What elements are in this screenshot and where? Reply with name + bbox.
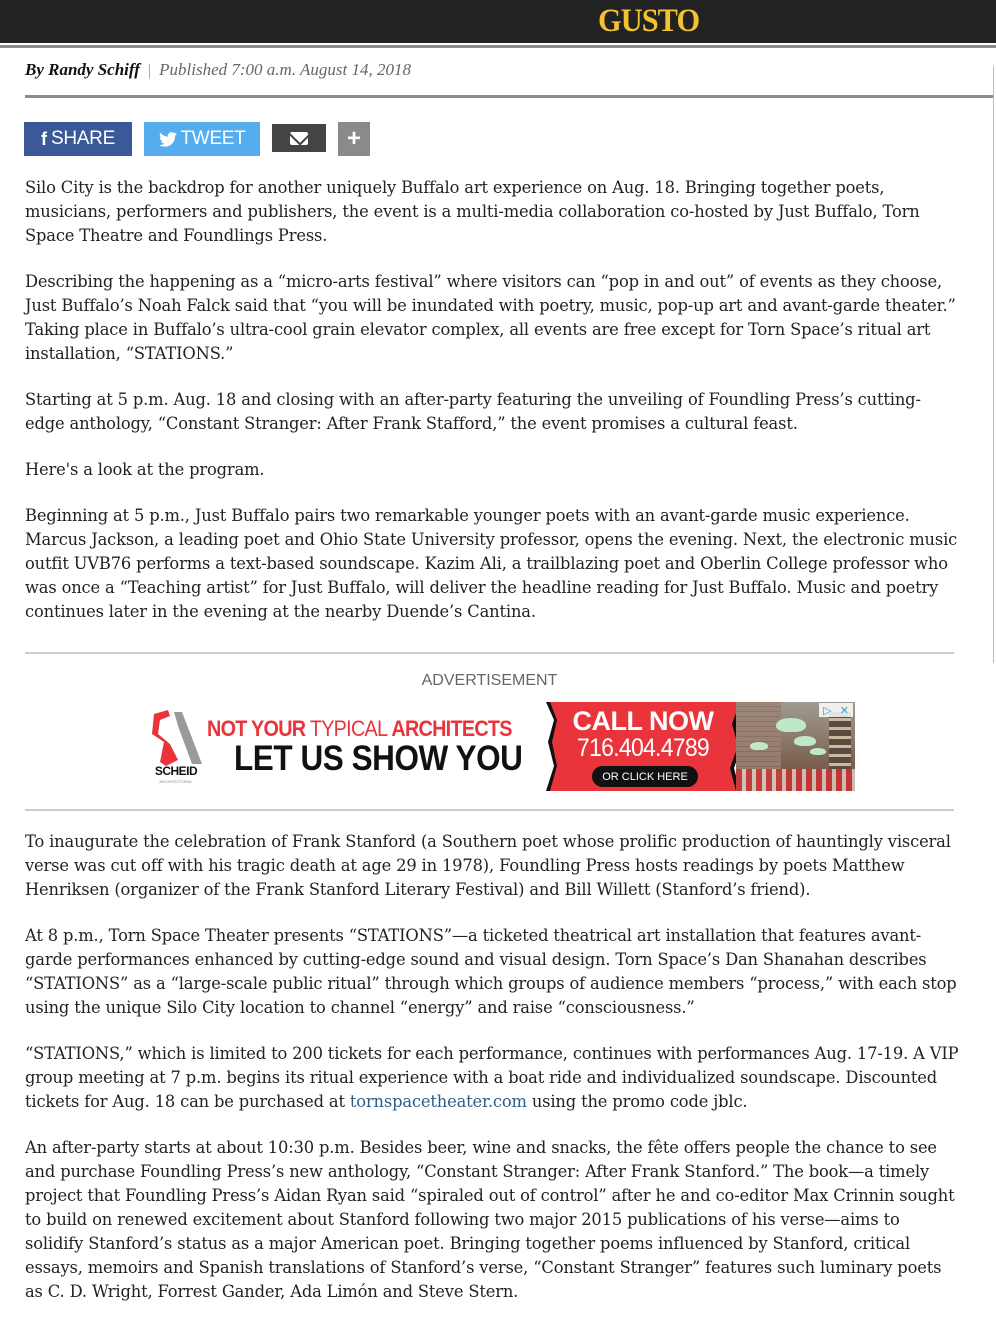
twitter-tweet-button[interactable] [144, 122, 260, 156]
facebook-icon: f [41, 128, 48, 149]
ad-headline-part: ARCHITECTS [391, 716, 512, 741]
twitter-bird-icon [159, 132, 177, 147]
article-paragraph: Silo City is the backdrop for another uniquely Buffalo art experience on Aug. 18. Bringing together poets, musicians, performers and publishers, the event is a multi-media collaboration co-hosted by Just Buffalo, Torn Space Theatre and Foundlings Press. [25, 178, 920, 245]
advertisement-label: ADVERTISEMENT [421, 672, 558, 689]
ad-headline-part: NOT YOUR [207, 716, 306, 741]
article-paragraph: Starting at 5 p.m. Aug. 18 and closing with an after-party featuring the unveiling of Foundling Press’s cutting-edge anthology, “Constant Stranger: After Frank Stafford,” the event promises a cultural feast. [25, 390, 921, 433]
article-paragraph: An after-party starts at about 10:30 p.m. Besides beer, wine and snacks, the fête offers people the chance to see and purchase Foundling Press’s new anthology, “Constant Stranger: After Frank Stanford.” The book—a timely project that Foundling Press’s Aidan Ryan said “spiraled out of control” after he and co-editor Max Crinnin sought to build on renewed excitement about Stanford following two major 2015 publications of his verse—aims to solidify Stanford’s status as a major American poet. Bringing together poems influenced by Stanford, critical essays, memoirs and Spanish translations of Stanford’s verse, “Constant Stranger” features such luminary poets as C. D. Wright, Forrest Gander, Ada Limón and Steve Stern. [25, 1138, 955, 1301]
ad-call-now: CALL NOW [572, 706, 714, 736]
plus-icon: + [346, 125, 361, 152]
advertisement-block [25, 652, 954, 811]
article-body-continued [25, 830, 960, 1326]
paragraph-text: using the promo code jblc. [526, 1092, 748, 1111]
ad-headline-part: TYPICAL [305, 716, 392, 741]
gusto-logo[interactable]: GUSTO [598, 3, 700, 39]
ad-bottom-divider [25, 809, 954, 811]
paragraph-text: “STATIONS,” which is limited to 200 tickets for each performance, continues with performances Aug. 17-19. A VIP group meeting at 7 p.m. begins its ritual experience with a boat ride and individualized soundscape. Discounted tickets for Aug. 18 can be purchased at [25, 1044, 959, 1111]
adchoices-icon[interactable]: ▷ [823, 703, 832, 717]
publish-date: Published 7:00 a.m. August 14, 2018 [159, 60, 411, 79]
byline [25, 60, 411, 80]
email-share-button[interactable] [272, 124, 326, 152]
ad-click-here-button[interactable]: OR CLICK HERE [592, 766, 698, 787]
article-paragraph: Beginning at 5 p.m., Just Buffalo pairs two remarkable younger poets with an avant-garde music experience. Marcus Jackson, a leading poet and Ohio State University professor, opens the evening. Next, the electronic music outfit UVB76 performs a text-based soundscape. Kazim Ali, a trailblazing poet and Oberlin College professor who was once a “Teaching artist” for Just Buffalo, will deliver the headline reading for Just Buffalo. Music and poetry continues later in the evening at the nearby Duende’s Cantina. [25, 506, 958, 621]
byline-divider [25, 95, 994, 98]
article-paragraph [25, 1042, 960, 1114]
byline-separator: | [147, 62, 152, 79]
sidebar-edge [993, 66, 994, 663]
close-icon[interactable]: ✕ [839, 703, 849, 717]
article-paragraph: Here's a look at the program. [25, 460, 265, 479]
ad-brand-name: SCHEID [154, 764, 198, 778]
site-header [0, 0, 996, 43]
tornspacetheater-link[interactable]: tornspacetheater.com [349, 1092, 527, 1111]
article-paragraph: Describing the happening as a “micro-arts festival” where visitors can “pop in and out” of events as they choose, Just Buffalo’s Noah Falck said that “you will be inundated with poetry, music, pop-up art and avant-garde theater.” Taking place in Buffalo’s ultra-cool grain elevator complex, all events are free except for Torn Space’s ritual art installation, “STATIONS.” [25, 272, 956, 363]
header-divider [0, 45, 996, 48]
article-paragraph: To inaugurate the celebration of Frank Stanford (a Southern poet whose prolific production of hauntingly visceral verse was cut off with his tragic death at age 29 in 1978), Foundling Press hosts readings by poets Matthew Henriksen (organizer of the Frank Stanford Literary Festival) and Bill Willett (Stanford’s friend). [25, 832, 951, 899]
ad-phone-number: 716.404.4789 [577, 734, 709, 762]
envelope-icon [290, 132, 308, 145]
author-name: By Randy Schiff [25, 60, 140, 79]
ad-banner[interactable] [148, 702, 855, 791]
ad-brand-sub: ARCHITECTURAL [159, 779, 193, 784]
facebook-share-button[interactable] [24, 122, 132, 156]
article-paragraph: At 8 p.m., Torn Space Theater presents “STATIONS”—a ticketed theatrical art installation that features avant-garde performances enhanced by cutting-edge sound and visual design. Torn Space’s Dan Shanahan describes “STATIONS” as a “large-scale public ritual” through which groups of audience members “process,” with each stop using the unique Silo City location to channel “energy” and raise “consciousness.” [25, 926, 957, 1017]
ad-subheadline: LET US SHOW YOU [234, 739, 523, 778]
facebook-share-label: SHARE [51, 128, 115, 149]
more-share-button[interactable] [338, 122, 370, 156]
article-body [25, 176, 960, 646]
twitter-tweet-label: TWEET [180, 128, 246, 149]
ad-top-divider [25, 652, 954, 654]
ad-controls [819, 703, 853, 717]
